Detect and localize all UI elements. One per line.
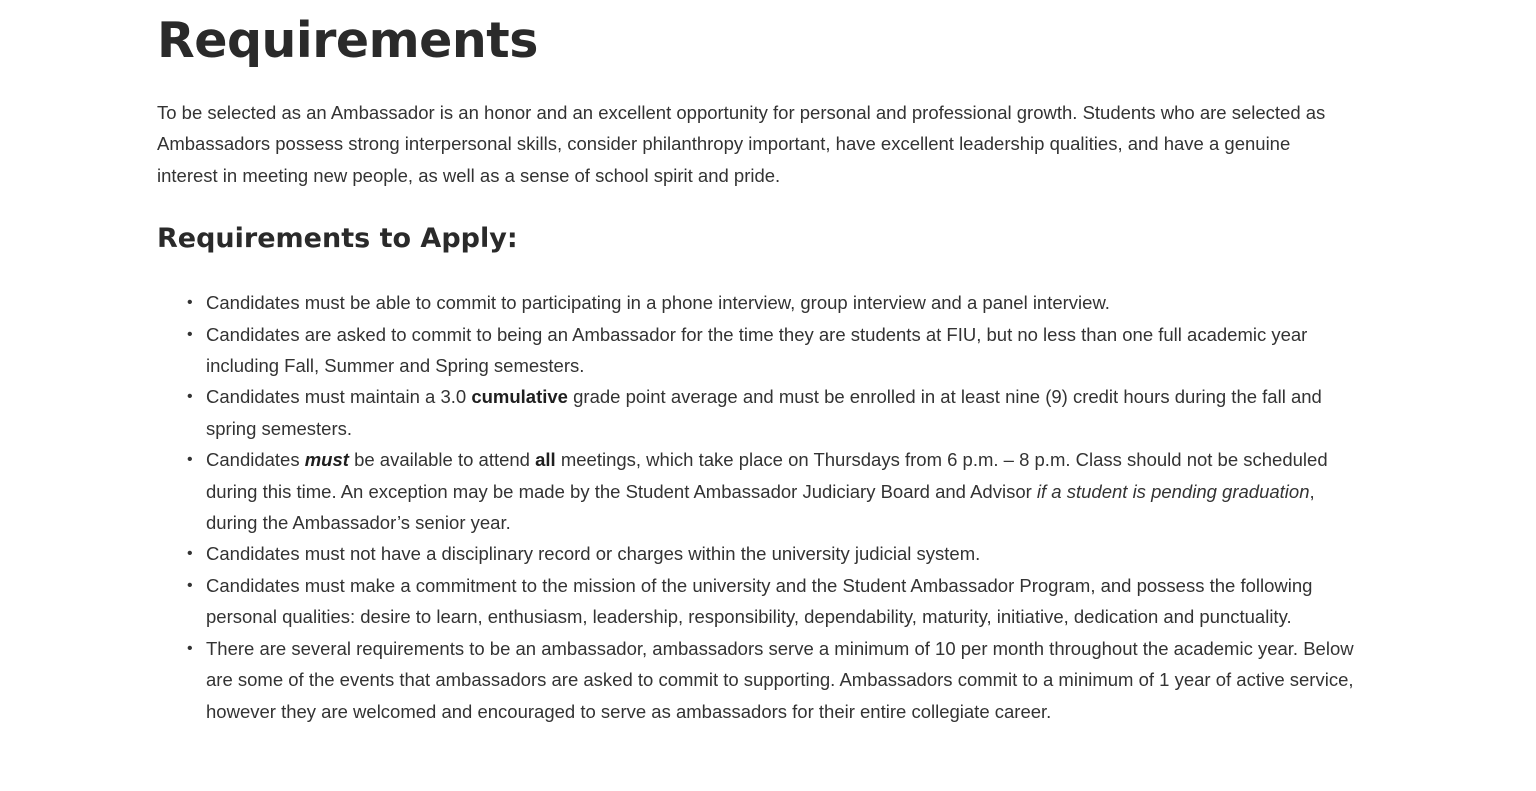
list-item-text: Candidates are asked to commit to being an Ambassador for the time they are students at FIU, but no less than one full academic year including Fall, Summer and Spring semesters.: [206, 323, 1308, 377]
list-item: [187, 570, 1356, 633]
list-item-text: Candidates must not have a disciplinary record or charges within the university judicial system.: [206, 543, 981, 565]
list-item-text-end: grade point average and must be enrolled in at least nine (9) credit hours during the fall and spring semesters.: [206, 386, 1322, 439]
bullet-icon: •: [187, 388, 193, 406]
bullet-icon: •: [187, 639, 193, 657]
content-area: [157, 0, 1357, 727]
page-title: Requirements: [157, 12, 538, 69]
emphasis-pending-graduation: if a student is pending graduation: [1036, 480, 1310, 502]
list-item: [187, 633, 1356, 727]
bullet-icon: •: [187, 576, 193, 594]
emphasis-cumulative: cumulative: [471, 386, 568, 408]
list-item: [187, 381, 1356, 444]
emphasis-all: all: [535, 449, 556, 471]
list-item-text: Candidates must be able to commit to participating in a phone interview, group interview and a panel interview.: [206, 292, 1110, 314]
list-item: [187, 319, 1356, 382]
list-item: [187, 287, 1356, 318]
emphasis-must: [305, 449, 349, 470]
section-title: Requirements to Apply:: [157, 223, 518, 255]
intro-paragraph: To be selected as an Ambassador is an honor and an excellent opportunity for personal and professional growth. Students who are selected as Ambassadors possess strong interpersonal skills, consider philanthropy important, have excellent leadership qualities, and have a genuine interest in meeting new people, as well as a sense of school spirit and pride.: [157, 102, 1326, 186]
list-item-text: There are several requirements to be an ambassador, ambassadors serve a minimum of 10 per month throughout the academic year. Below are some of the events that ambassadors are asked to commit to supporting. Ambassadors commit to a minimum of 1 year of active service, however they are welcomed and encouraged to serve as ambassadors for their entire collegiate career.: [206, 637, 1354, 722]
list-item-text-part: , during the Ambassador’s senior year.: [206, 480, 1315, 534]
bullet-icon: •: [187, 325, 193, 343]
emphasis-must-text: must: [304, 449, 349, 471]
list-item: [187, 538, 1356, 569]
bullet-icon: •: [187, 451, 193, 469]
list-item-text: Candidates must make a commitment to the mission of the university and the Student Ambassador Program, and possess the following personal qualities: desire to learn, enthusiasm, leadership, responsibility, dependability, maturity, initiative, dedication and punctuality.: [206, 574, 1313, 628]
list-item-text-part: meetings, which take place on Thursdays from 6 p.m. – 8 p.m. Class should not be scheduled during this time. An exception may be made by the Student Ambassador Judiciary Board and Advisor: [206, 449, 1328, 502]
list-item-text-start: Candidates must maintain a 3.0: [206, 386, 472, 408]
requirements-list: [157, 287, 1356, 727]
list-item-text-part: Candidates: [206, 449, 305, 471]
list-item-text-part: be available to attend: [348, 449, 536, 471]
list-item: [187, 444, 1356, 538]
bullet-icon: •: [187, 294, 193, 312]
bullet-icon: •: [187, 545, 193, 563]
